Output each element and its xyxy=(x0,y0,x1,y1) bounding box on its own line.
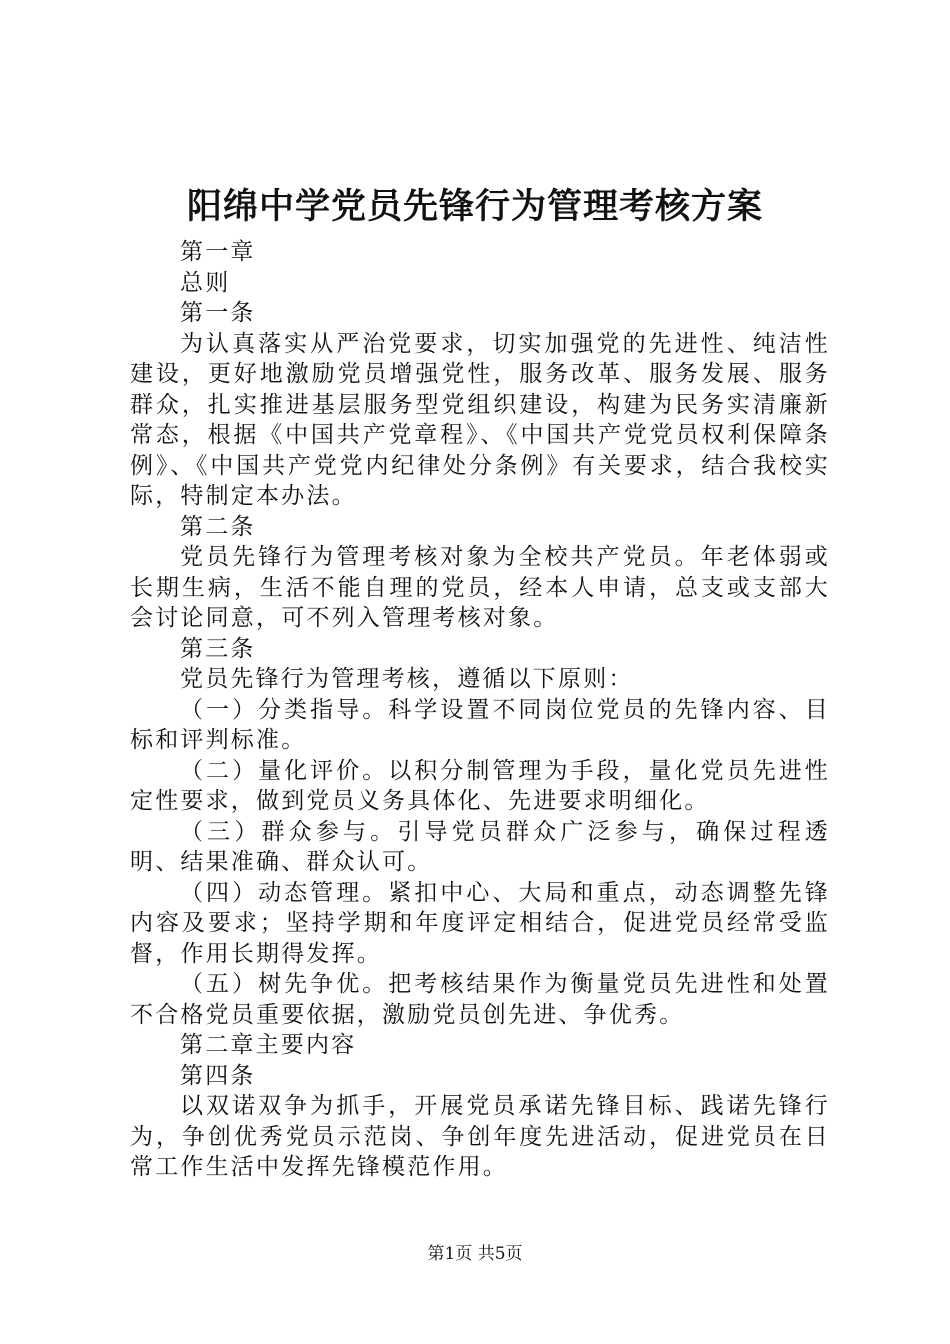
article-heading: 第二条 xyxy=(180,513,256,540)
article-heading: 第一条 xyxy=(180,300,256,326)
article-paragraph: 党员先锋行为管理考核对象为全校共产党员。年老体弱或长期生病，生活不能自理的党员，经本人申请，总支或支部大会讨论同意，可不列入管理考核对象。 xyxy=(130,544,830,631)
document-title: 阳绵中学党员先锋行为管理考核方案 xyxy=(186,186,763,227)
article-paragraph: 为认真落实从严治党要求，切实加强党的先进性、纯洁性建设，更好地激励党员增强党性，服务改革、服务发展、服务群众，扎实推进基层服务型党组织建设，构建为民务实清廉新常态，根据《中国共产党章程》、《中国共产党党员权利保障条例》、《中国共产党党内纪律处分条例》有关要求，结合我校实际，特制定本办法。 xyxy=(130,330,830,509)
principle-item: （一）分类指导。科学设置不同岗位党员的先锋内容、目标和评判标准。 xyxy=(130,696,830,753)
principle-item: （三）群众参与。引导党员群众广泛参与，确保过程透明、结果准确、群众认可。 xyxy=(130,818,830,875)
page-number-footer: 第1页 共5页 xyxy=(427,1244,523,1264)
principle-item: （二）量化评价。以积分制管理为手段，量化党员先进性定性要求，做到党员义务具体化、先进要求明细化。 xyxy=(130,757,830,814)
chapter-heading: 第一章 xyxy=(180,239,256,265)
article-heading: 第三条 xyxy=(180,635,256,662)
principle-item: （五）树先争优。把考核结果作为衡量党员先进性和处置不合格党员重要依据，激励党员创先进、争优秀。 xyxy=(130,971,830,1028)
document-body xyxy=(130,237,830,1183)
section-heading: 总则 xyxy=(180,269,231,296)
article-paragraph: 党员先锋行为管理考核，遵循以下原则： xyxy=(180,666,634,692)
article-paragraph: 以双诺双争为抓手，开展党员承诺先锋目标、践诺先锋行为，争创优秀党员示范岗、争创年度先进活动，促进党员在日常工作生活中发挥先锋模范作用。 xyxy=(130,1093,830,1180)
principle-item: （四）动态管理。紧扣中心、大局和重点，动态调整先锋内容及要求；坚持学期和年度评定相结合，促进党员经常受监督，作用长期得发挥。 xyxy=(130,879,830,967)
chapter-heading: 第二章主要内容 xyxy=(180,1032,357,1058)
article-heading: 第四条 xyxy=(180,1062,256,1089)
